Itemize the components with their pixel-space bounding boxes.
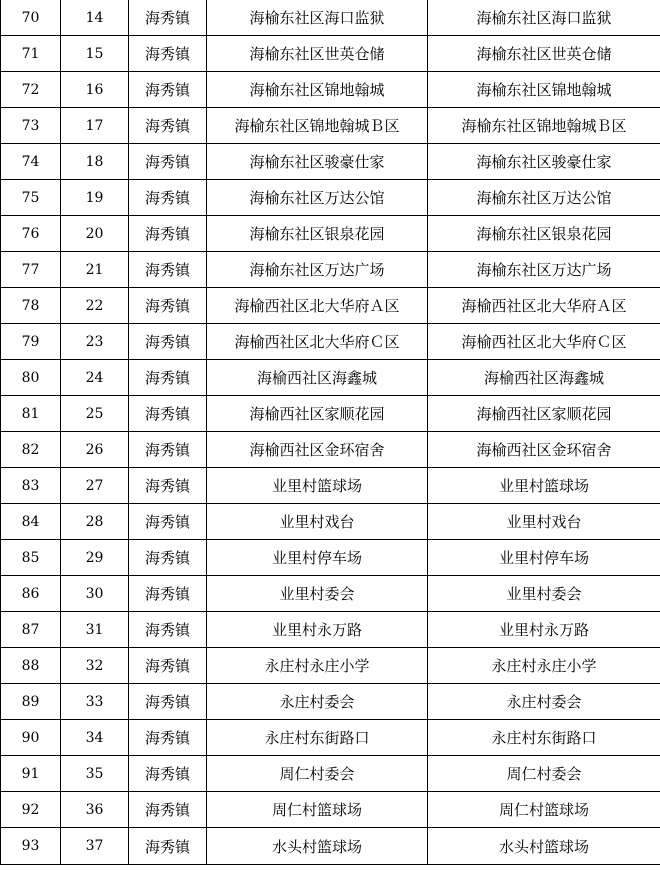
location-detail-cell: 海榆东社区锦地翰城 bbox=[428, 72, 660, 108]
location-detail-cell: 海榆西社区家顺花园 bbox=[428, 396, 660, 432]
table-row bbox=[1, 828, 660, 865]
sub-number-cell: 31 bbox=[61, 612, 129, 648]
location-cell: 海榆东社区万达广场 bbox=[207, 252, 428, 288]
row-number-cell: 70 bbox=[1, 0, 61, 36]
sub-number-cell: 33 bbox=[61, 684, 129, 720]
table-row bbox=[1, 612, 660, 648]
location-cell: 海榆西社区北大华府Ｃ区 bbox=[207, 324, 428, 360]
location-cell: 海榆西社区北大华府Ａ区 bbox=[207, 288, 428, 324]
row-number-cell: 80 bbox=[1, 360, 61, 396]
row-number-cell: 89 bbox=[1, 684, 61, 720]
town-cell: 海秀镇 bbox=[129, 396, 207, 432]
location-detail-cell: 业里村停车场 bbox=[428, 540, 660, 576]
town-cell: 海秀镇 bbox=[129, 576, 207, 612]
location-cell: 业里村戏台 bbox=[207, 504, 428, 540]
town-cell: 海秀镇 bbox=[129, 432, 207, 468]
location-detail-cell: 海榆东社区万达广场 bbox=[428, 252, 660, 288]
location-detail-cell: 海榆西社区北大华府Ｃ区 bbox=[428, 324, 660, 360]
row-number-cell: 71 bbox=[1, 36, 61, 72]
sub-number-cell: 19 bbox=[61, 180, 129, 216]
location-detail-cell: 海榆东社区锦地翰城Ｂ区 bbox=[428, 108, 660, 144]
location-cell: 海榆东社区锦地翰城Ｂ区 bbox=[207, 108, 428, 144]
location-detail-cell: 业里村委会 bbox=[428, 576, 660, 612]
location-detail-cell: 永庄村永庄小学 bbox=[428, 648, 660, 684]
row-number-cell: 90 bbox=[1, 720, 61, 756]
sub-number-cell: 14 bbox=[61, 0, 129, 36]
location-cell: 海榆西社区家顺花园 bbox=[207, 396, 428, 432]
town-cell: 海秀镇 bbox=[129, 756, 207, 792]
sub-number-cell: 36 bbox=[61, 792, 129, 828]
row-number-cell: 81 bbox=[1, 396, 61, 432]
location-cell: 海榆东社区万达公馆 bbox=[207, 180, 428, 216]
location-cell: 海榆西社区金环宿舍 bbox=[207, 432, 428, 468]
row-number-cell: 79 bbox=[1, 324, 61, 360]
row-number-cell: 87 bbox=[1, 612, 61, 648]
table-row bbox=[1, 144, 660, 180]
location-cell: 业里村篮球场 bbox=[207, 468, 428, 504]
table-row bbox=[1, 0, 660, 36]
location-cell: 海榆东社区海口监狱 bbox=[207, 0, 428, 36]
row-number-cell: 83 bbox=[1, 468, 61, 504]
table-row bbox=[1, 432, 660, 468]
row-number-cell: 76 bbox=[1, 216, 61, 252]
location-cell: 永庄村永庄小学 bbox=[207, 648, 428, 684]
sub-number-cell: 29 bbox=[61, 540, 129, 576]
town-cell: 海秀镇 bbox=[129, 684, 207, 720]
location-detail-cell: 周仁村篮球场 bbox=[428, 792, 660, 828]
row-number-cell: 78 bbox=[1, 288, 61, 324]
table-row bbox=[1, 720, 660, 756]
location-detail-cell: 海榆西社区北大华府Ａ区 bbox=[428, 288, 660, 324]
row-number-cell: 72 bbox=[1, 72, 61, 108]
table-row bbox=[1, 180, 660, 216]
location-cell: 业里村停车场 bbox=[207, 540, 428, 576]
town-cell: 海秀镇 bbox=[129, 36, 207, 72]
table-row bbox=[1, 540, 660, 576]
location-cell: 周仁村委会 bbox=[207, 756, 428, 792]
town-cell: 海秀镇 bbox=[129, 540, 207, 576]
sub-number-cell: 18 bbox=[61, 144, 129, 180]
row-number-cell: 74 bbox=[1, 144, 61, 180]
town-cell: 海秀镇 bbox=[129, 324, 207, 360]
sub-number-cell: 26 bbox=[61, 432, 129, 468]
sub-number-cell: 30 bbox=[61, 576, 129, 612]
table-row bbox=[1, 396, 660, 432]
location-detail-cell: 水头村篮球场 bbox=[428, 828, 660, 865]
sub-number-cell: 16 bbox=[61, 72, 129, 108]
town-cell: 海秀镇 bbox=[129, 144, 207, 180]
table-row bbox=[1, 468, 660, 504]
location-detail-cell: 周仁村委会 bbox=[428, 756, 660, 792]
row-number-cell: 73 bbox=[1, 108, 61, 144]
location-detail-cell: 业里村永万路 bbox=[428, 612, 660, 648]
table-row bbox=[1, 108, 660, 144]
table-row bbox=[1, 684, 660, 720]
table-row bbox=[1, 36, 660, 72]
town-cell: 海秀镇 bbox=[129, 468, 207, 504]
sub-number-cell: 28 bbox=[61, 504, 129, 540]
town-cell: 海秀镇 bbox=[129, 252, 207, 288]
town-cell: 海秀镇 bbox=[129, 180, 207, 216]
sub-number-cell: 21 bbox=[61, 252, 129, 288]
table-row bbox=[1, 252, 660, 288]
row-number-cell: 93 bbox=[1, 828, 61, 865]
sub-number-cell: 15 bbox=[61, 36, 129, 72]
location-detail-cell: 海榆西社区海鑫城 bbox=[428, 360, 660, 396]
town-cell: 海秀镇 bbox=[129, 360, 207, 396]
location-cell: 海榆东社区锦地翰城 bbox=[207, 72, 428, 108]
location-cell: 永庄村委会 bbox=[207, 684, 428, 720]
location-detail-cell: 永庄村东街路口 bbox=[428, 720, 660, 756]
location-detail-cell: 永庄村委会 bbox=[428, 684, 660, 720]
table-row bbox=[1, 72, 660, 108]
town-cell: 海秀镇 bbox=[129, 72, 207, 108]
sub-number-cell: 32 bbox=[61, 648, 129, 684]
town-cell: 海秀镇 bbox=[129, 216, 207, 252]
location-detail-cell: 海榆东社区骏豪仕家 bbox=[428, 144, 660, 180]
town-cell: 海秀镇 bbox=[129, 648, 207, 684]
sub-number-cell: 25 bbox=[61, 396, 129, 432]
row-number-cell: 82 bbox=[1, 432, 61, 468]
row-number-cell: 85 bbox=[1, 540, 61, 576]
location-cell: 业里村永万路 bbox=[207, 612, 428, 648]
table-row bbox=[1, 216, 660, 252]
location-detail-cell: 业里村戏台 bbox=[428, 504, 660, 540]
table-row bbox=[1, 504, 660, 540]
location-cell: 海榆东社区世英仓储 bbox=[207, 36, 428, 72]
location-cell: 海榆东社区银泉花园 bbox=[207, 216, 428, 252]
row-number-cell: 92 bbox=[1, 792, 61, 828]
row-number-cell: 86 bbox=[1, 576, 61, 612]
sub-number-cell: 27 bbox=[61, 468, 129, 504]
location-detail-cell: 海榆东社区银泉花园 bbox=[428, 216, 660, 252]
location-cell: 业里村委会 bbox=[207, 576, 428, 612]
location-detail-cell: 海榆东社区世英仓储 bbox=[428, 36, 660, 72]
table-row bbox=[1, 648, 660, 684]
location-detail-cell: 业里村篮球场 bbox=[428, 468, 660, 504]
sub-number-cell: 20 bbox=[61, 216, 129, 252]
table-row bbox=[1, 360, 660, 396]
location-cell: 水头村篮球场 bbox=[207, 828, 428, 865]
town-cell: 海秀镇 bbox=[129, 612, 207, 648]
row-number-cell: 77 bbox=[1, 252, 61, 288]
location-cell: 周仁村篮球场 bbox=[207, 792, 428, 828]
sub-number-cell: 22 bbox=[61, 288, 129, 324]
table-row bbox=[1, 576, 660, 612]
location-cell: 永庄村东街路口 bbox=[207, 720, 428, 756]
sub-number-cell: 34 bbox=[61, 720, 129, 756]
table-row bbox=[1, 288, 660, 324]
location-detail-cell: 海榆东社区海口监狱 bbox=[428, 0, 660, 36]
sub-number-cell: 24 bbox=[61, 360, 129, 396]
row-number-cell: 75 bbox=[1, 180, 61, 216]
sub-number-cell: 35 bbox=[61, 756, 129, 792]
table-row bbox=[1, 324, 660, 360]
row-number-cell: 84 bbox=[1, 504, 61, 540]
town-cell: 海秀镇 bbox=[129, 0, 207, 36]
row-number-cell: 91 bbox=[1, 756, 61, 792]
location-detail-cell: 海榆西社区金环宿舍 bbox=[428, 432, 660, 468]
location-cell: 海榆东社区骏豪仕家 bbox=[207, 144, 428, 180]
table-row bbox=[1, 756, 660, 792]
sub-number-cell: 23 bbox=[61, 324, 129, 360]
location-cell: 海榆西社区海鑫城 bbox=[207, 360, 428, 396]
town-cell: 海秀镇 bbox=[129, 792, 207, 828]
sub-number-cell: 17 bbox=[61, 108, 129, 144]
town-cell: 海秀镇 bbox=[129, 828, 207, 865]
sub-number-cell: 37 bbox=[61, 828, 129, 865]
town-cell: 海秀镇 bbox=[129, 720, 207, 756]
table-row bbox=[1, 792, 660, 828]
row-number-cell: 88 bbox=[1, 648, 61, 684]
table-body bbox=[1, 0, 660, 865]
town-cell: 海秀镇 bbox=[129, 108, 207, 144]
location-detail-cell: 海榆东社区万达公馆 bbox=[428, 180, 660, 216]
town-cell: 海秀镇 bbox=[129, 288, 207, 324]
town-cell: 海秀镇 bbox=[129, 504, 207, 540]
